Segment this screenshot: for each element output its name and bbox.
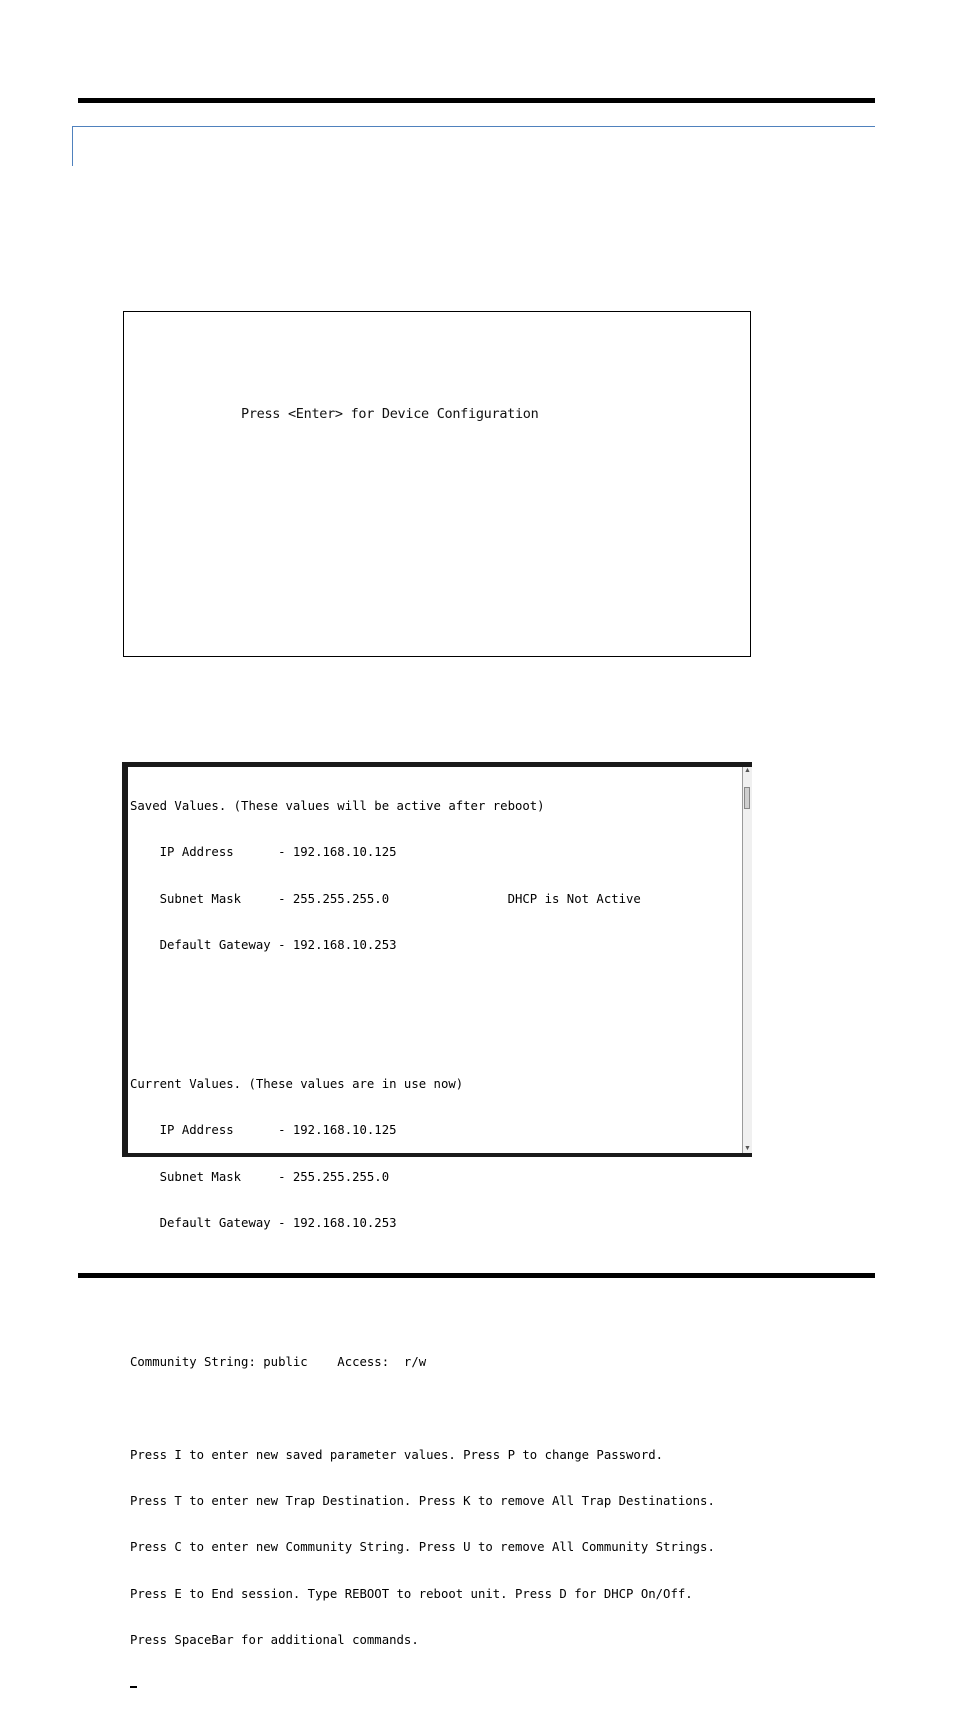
terminal-line: Press E to End session. Type REBOOT to reboot unit. Press D for DHCP On/Off. [130,1586,693,1601]
terminal-line: Default Gateway - 192.168.10.253 [130,1216,397,1230]
terminal-cursor-line [130,1679,715,1694]
terminal-screenshot-welcome [123,311,751,657]
enter-prompt: Press <Enter> for Device Configuration [241,406,539,422]
terminal-window[interactable] [128,767,742,1648]
scroll-down-arrow-icon[interactable]: ▼ [744,1145,751,1152]
terminal-line: Press C to enter new Community String. Press U to remove All Community Strings. [130,1540,715,1555]
terminal-line: IP Address - 192.168.10.125 [130,1123,397,1138]
terminal-screenshot-config [122,762,752,1648]
terminal-line: Default Gateway - 192.168.10.253 [130,937,397,952]
section-heading-tick [72,126,73,166]
terminal-line [130,1309,715,1324]
section-heading-line [72,126,875,127]
vertical-scrollbar[interactable] [742,767,752,1153]
terminal-line: Subnet Mask - 255.255.255.0 [130,1169,390,1184]
terminal-line: Community String: public Access: r/w [130,1355,427,1370]
scroll-up-arrow-icon[interactable]: ▲ [744,767,751,774]
terminal-line: Saved Values. (These values will be active after reboot) [130,798,545,813]
footer-rule [78,1273,875,1278]
terminal-output [130,768,715,1726]
terminal-line: Current Values. (These values are in use now) [130,1076,464,1091]
terminal-line [130,1031,715,1046]
terminal-line [130,1401,715,1416]
terminal-cursor [130,1686,137,1688]
terminal-line: Press I to enter new saved parameter values. Press P to change Password. [130,1447,664,1462]
scroll-thumb[interactable] [744,787,750,809]
terminal-line: Press SpaceBar for additional commands. [130,1633,419,1648]
terminal-line [130,984,715,999]
terminal-line: Subnet Mask - 255.255.255.0 DHCP is Not Active [130,891,641,906]
header-rule [78,98,875,103]
terminal-line: IP Address - 192.168.10.125 [130,845,397,860]
terminal-line: Press T to enter new Trap Destination. Press K to remove All Trap Destinations. [130,1494,715,1509]
